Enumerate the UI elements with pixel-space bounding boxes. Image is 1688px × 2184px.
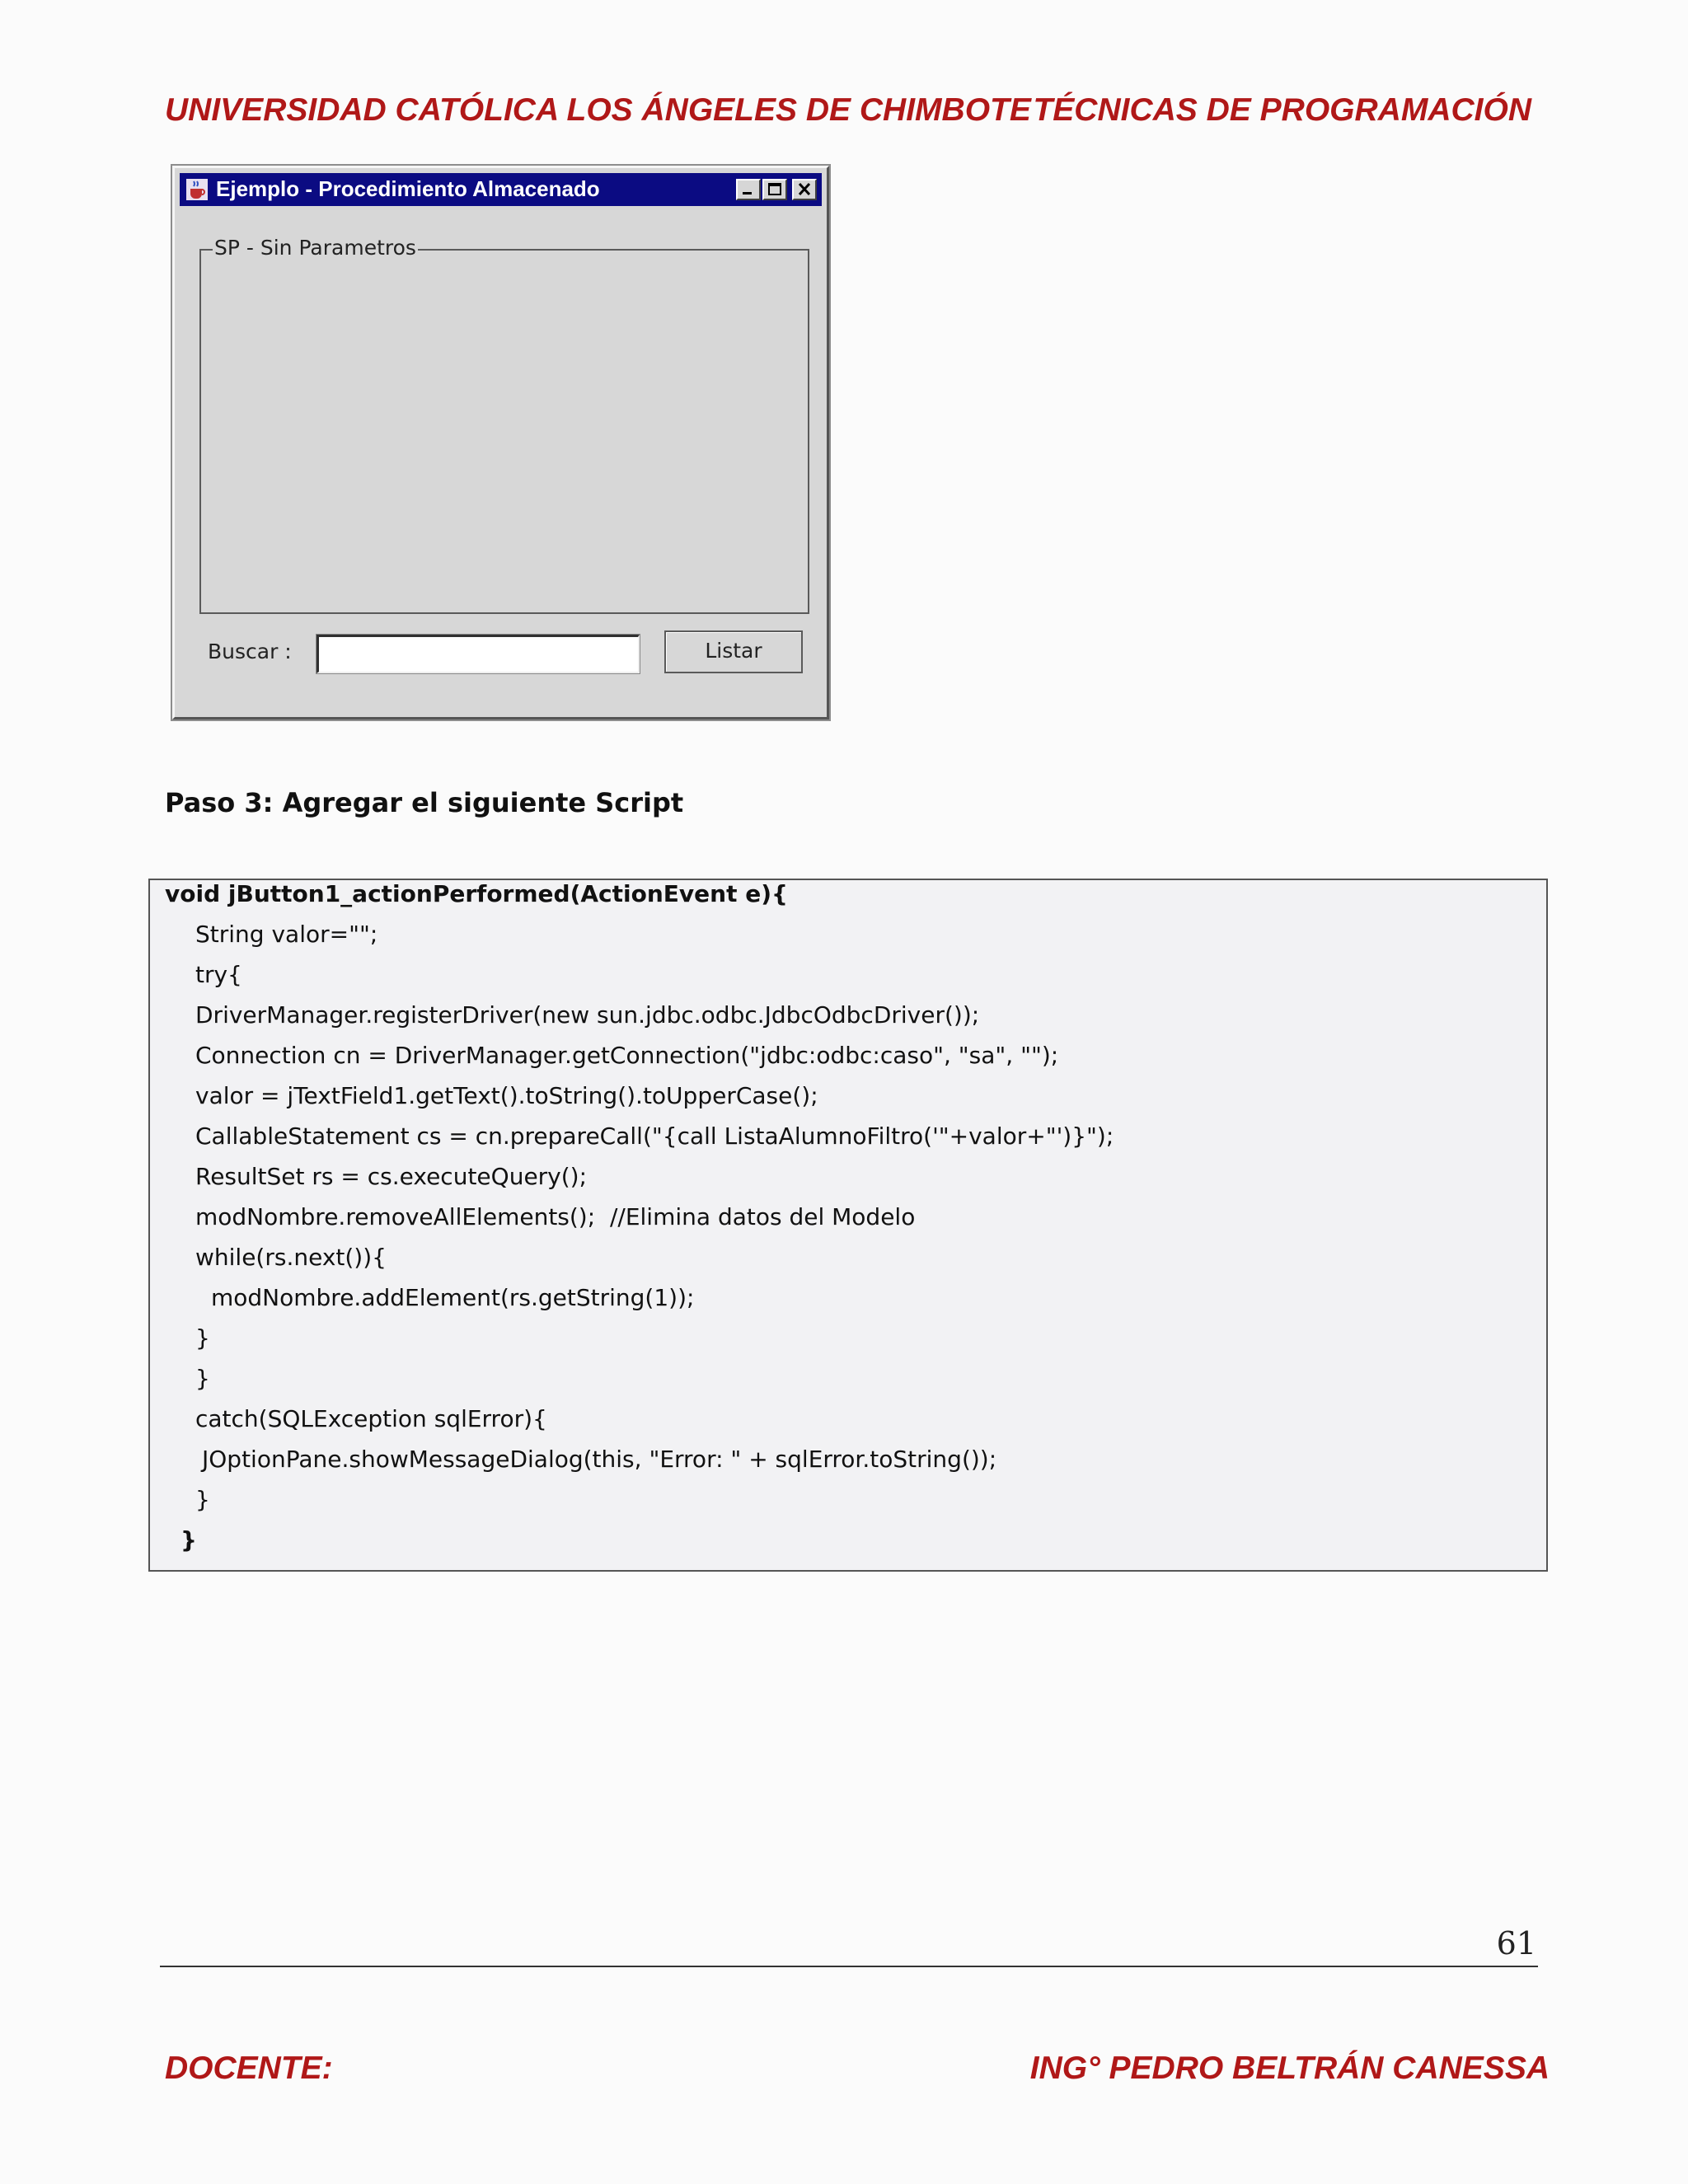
code-line: modNombre.removeAllElements(); //Elimina datos del Modelo bbox=[195, 1203, 916, 1230]
app-window bbox=[172, 166, 829, 719]
results-groupbox[interactable] bbox=[199, 236, 809, 614]
code-line: } bbox=[195, 1365, 210, 1392]
code-line: valor = jTextField1.getText().toString().toUpperCase(); bbox=[195, 1082, 818, 1109]
code-line: Connection cn = DriverManager.getConnection("jdbc:odbc:caso", "sa", ""); bbox=[195, 1042, 1059, 1069]
page-number: 61 bbox=[1496, 1925, 1536, 1961]
code-block bbox=[148, 879, 1548, 1572]
code-line: JOptionPane.showMessageDialog(this, "Error: " + sqlError.toString()); bbox=[202, 1446, 997, 1473]
maximize-button[interactable] bbox=[762, 179, 787, 200]
groupbox-title: SP - Sin Parametros bbox=[214, 236, 416, 260]
list-button[interactable]: Listar bbox=[664, 630, 803, 673]
close-icon bbox=[795, 181, 814, 198]
footer-teacher: ING° PEDRO BELTRÁN CANESSA bbox=[1029, 2050, 1550, 2086]
header-course: TÉCNICAS DE PROGRAMACIÓN bbox=[1033, 92, 1531, 128]
footer-divider bbox=[160, 1966, 1538, 1967]
maximize-icon bbox=[766, 181, 784, 198]
code-line: while(rs.next()){ bbox=[195, 1244, 387, 1271]
code-line: catch(SQLException sqlError){ bbox=[195, 1405, 547, 1432]
step-heading: Paso 3: Agregar el siguiente Script bbox=[165, 787, 684, 818]
code-line: void jButton1_actionPerformed(ActionEvent e){ bbox=[165, 880, 788, 907]
footer-label: DOCENTE: bbox=[165, 2050, 333, 2086]
header-university: UNIVERSIDAD CATÓLICA LOS ÁNGELES DE CHIMBOTE bbox=[165, 92, 1031, 128]
code-line: DriverManager.registerDriver(new sun.jdbc.odbc.JdbcOdbcDriver()); bbox=[195, 1001, 980, 1029]
code-line: modNombre.addElement(rs.getString(1)); bbox=[211, 1284, 695, 1311]
window-titlebar[interactable] bbox=[180, 173, 822, 206]
close-button[interactable] bbox=[792, 179, 817, 200]
code-line: try{ bbox=[195, 961, 242, 988]
code-line: } bbox=[181, 1526, 197, 1554]
java-cup-icon bbox=[185, 177, 209, 202]
search-label: Buscar : bbox=[208, 640, 292, 663]
code-line: String valor=""; bbox=[195, 921, 378, 948]
search-input[interactable] bbox=[316, 635, 640, 673]
code-line: } bbox=[195, 1324, 210, 1352]
window-title: Ejemplo - Procedimiento Almacenado bbox=[216, 176, 600, 201]
minimize-icon bbox=[739, 181, 757, 198]
code-line: ResultSet rs = cs.executeQuery(); bbox=[195, 1163, 588, 1190]
minimize-button[interactable] bbox=[736, 179, 761, 200]
code-line: CallableStatement cs = cn.prepareCall("{call ListaAlumnoFiltro('"+valor+"')}"); bbox=[195, 1122, 1114, 1150]
code-line: } bbox=[195, 1486, 210, 1513]
